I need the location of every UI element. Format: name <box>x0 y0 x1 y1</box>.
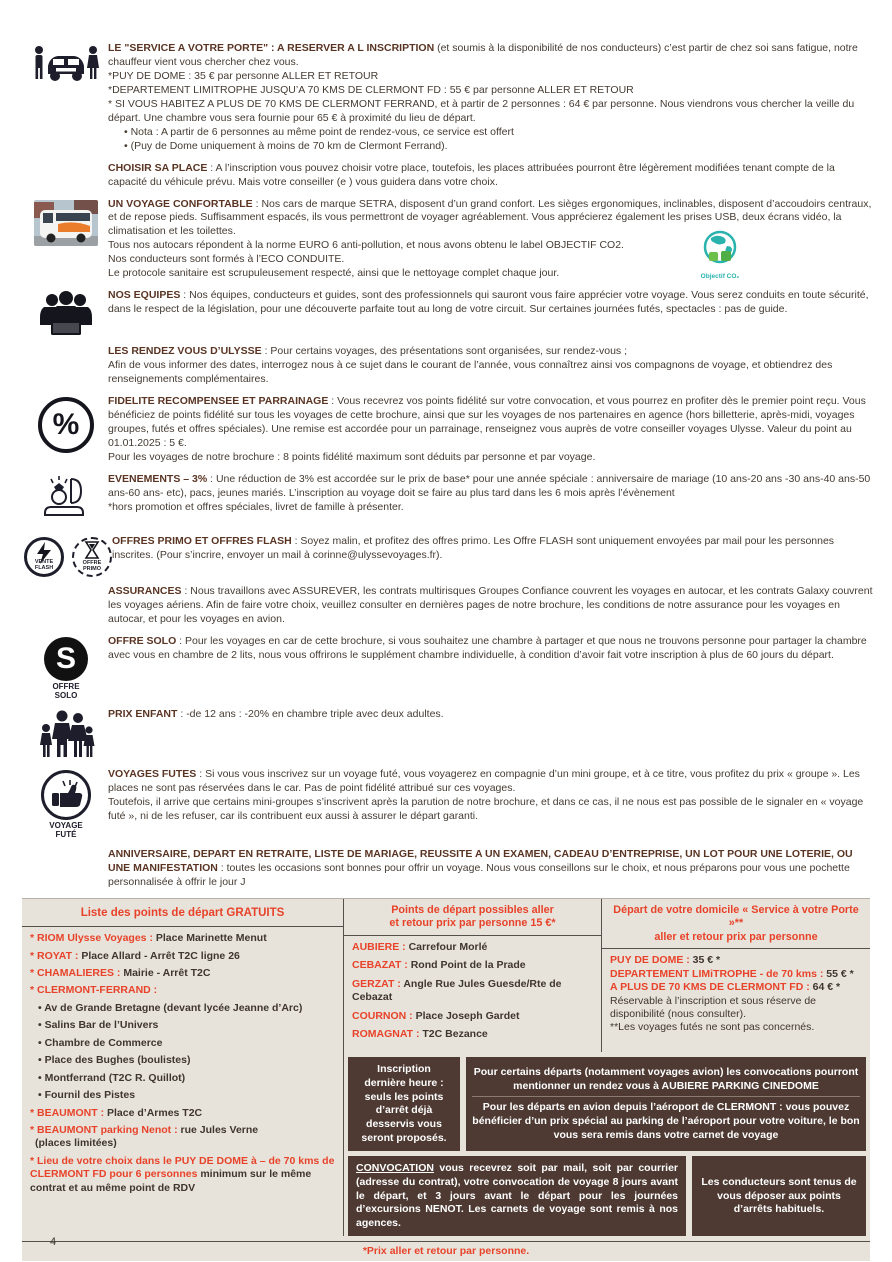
departure-point: COURNON : Place Joseph Gardet <box>352 1009 520 1022</box>
vente-flash-icon <box>24 537 64 577</box>
departure-point: * CLERMONT-FERRAND : <box>30 984 158 997</box>
departure-point: * Lieu de votre choix dans le PUY DE DOME à – de 70 kms de CLERMONT FD pour 6 personnes minimum sur le même contrat et au même point de RDV <box>30 1154 335 1194</box>
col2-header: Points de départ possibles aller et retour prix par personne 15 €* <box>344 899 601 936</box>
section-offres-primo-flash <box>24 535 878 577</box>
section-fidelite-parrainage <box>24 395 878 465</box>
drivers-box: Les conducteurs sont tenus de vous déposer aux points d’arrêts habituels. <box>692 1156 866 1236</box>
nota-bullet: • (Puy de Dome uniquement à moins de 70 km de Clermont Ferrand). <box>124 139 448 152</box>
convocation-box: CONVOCATION vous recevrez soit par mail, soit par courrier (adresse du contrat), votre convocation de voyage 8 jours avant le départ, et 3 jours avant le départ pour les journées d’excursions NENOT. Les carnets de voyage sont remis à nos agences. <box>348 1156 686 1236</box>
availability-note: Réservable à l’inscription et sous réserve de disponibilité (nous consulter). <box>610 994 817 1020</box>
text-line: Le protocole sanitaire est scrupuleusement respecté, ainsi que le nettoyage complet chaque jour. <box>108 267 560 280</box>
section-title: LES RENDEZ VOUS D’ULYSSE <box>108 345 262 358</box>
departure-sub-point: • Av de Grande Bretagne (devant lycée Jeanne d’Arc) <box>38 1001 303 1014</box>
section-assurances <box>24 585 878 627</box>
paragraph: EVENEMENTS – 3% : Une réduction de 3% est accordée sur le prix de base* pour une année spéciale : anniversaire de mariage (10 ans-20 ans -30 ans-40 ans-50 ans-60 ans- etc), pacs, jeunes mariés. L’inscription au voyage doit se faire au plus tard dans les 6 mois après l’évènement <box>108 472 871 499</box>
departure-point: * BEAUMONT : Place d’Armes T2C <box>30 1106 203 1119</box>
paragraph: ASSURANCES : Nous travaillons avec ASSUREVER, les contrats multirisques Groupes Confiance couvrent les voyages en autocar, et les contrats Galaxy couvrent les voyages aériens. Afin de faire votre choix, veuillez consulter en dernières pages de notre brochure, les conditions de notre assurance pour les voyages en autocar, et pour les voyages en avion. <box>108 584 873 625</box>
text-line: Pour les voyages de notre brochure : 8 points fidélité maximum sont déduits par personne et par voyage. <box>108 450 596 463</box>
airport-info-line: Pour certains départs (notamment voyages avion) les convocations pourront mentionner un rendez vous à AUBIERE PARKING CINEDOME <box>472 1066 860 1097</box>
section-voyage-confortable <box>24 198 878 282</box>
section-nos-equipes <box>24 289 878 337</box>
section-evenements <box>24 473 878 527</box>
departure-point: GERZAT : Angle Rue Jules Guesde/Rte de Cebazat <box>352 977 562 1004</box>
percent-icon: % <box>38 397 94 453</box>
section-title: NOS EQUIPES <box>108 289 181 302</box>
section-title: FIDELITE RECOMPENSEE ET PARRAINAGE <box>108 395 329 408</box>
price-line: PUY DE DOME : 35 € * <box>610 954 721 967</box>
info-box-row-2 <box>344 1151 870 1236</box>
last-minute-box: Inscription dernière heure : seuls les points d’arrêt déjà desservis vous seront proposés. <box>348 1057 460 1151</box>
voyage-fute-icon <box>41 770 91 820</box>
section-anniversaire-occasions <box>24 848 878 890</box>
departure-sub-point: • Place des Bughes (boulistes) <box>38 1054 191 1067</box>
objectif-co2-logo <box>694 230 746 281</box>
departure-point: * CHAMALIERES : Mairie - Arrêt T2C <box>30 967 211 980</box>
door-to-door-car-icon <box>32 44 100 86</box>
departure-point: (places limitées) <box>35 1137 117 1150</box>
text-line: *DEPARTEMENT LIMITROPHE JUSQU’A 70 KMS DE CLERMONT FD : 55 € par personne ALLER ET RETOUR <box>108 83 634 96</box>
offre-solo-icon: S <box>44 637 88 681</box>
page-number: 4 <box>50 1236 57 1248</box>
departure-sub-point: • Montferrand (T2C R. Quillot) <box>38 1071 186 1084</box>
home-service-column <box>602 899 870 1053</box>
airport-info-line: Pour les départs en avion depuis l’aéroport de CLERMONT : vous pouvez bénéficier d’un prix spécial au parking de l’aéroport pour votre voiture, le bon vous sera remis dans votre carnet de voyage <box>472 1101 860 1141</box>
co2-logo-text: Objectif CO₂ <box>700 273 740 281</box>
section-title: VOYAGES FUTES <box>108 768 197 781</box>
departure-sub-point: • Fournil des Pistes <box>38 1089 136 1102</box>
paragraph: VOYAGES FUTES : Si vous vous inscrivez sur un voyage futé, vous voyagerez en compagnie d’un mini groupe, et à ce titre, vous profitez du prix « groupe ». Les places ne sont pas réservées dans le car. Pas de point fidélité attribué sur ces voyages. <box>108 768 860 795</box>
offre-primo-icon <box>72 537 112 577</box>
departure-point: AUBIERE : Carrefour Morlé <box>352 940 488 953</box>
text-line: Toutefois, il arrive que certains mini-groupes s’inscrivent après la parution de notre brochure, et dans ce cas, il ne nous est pas possible de le signaler en « voyage futé », ni de les refuser, car ils contribuent eux aussi à assurer le départ garanti. <box>108 796 864 823</box>
family-icon <box>37 710 95 760</box>
departure-points-table <box>22 898 870 1262</box>
text-line: *PUY DE DOME : 35 € par personne ALLER ET RETOUR <box>108 69 379 82</box>
paragraph: CHOISIR SA PLACE : A l’inscription vous pouvez choisir votre place, toutefois, les places attribuées pourront être légèrement modifiées tenant compte de la capacité du véhicule prévu. Mais votre conseiller (e ) vous guidera dans votre choix. <box>108 161 835 188</box>
departure-point: ROMAGNAT : T2C Bezance <box>352 1027 488 1040</box>
text-line: * SI VOUS HABITEZ A PLUS DE 70 KMS DE CLERMONT FERRAND, et à partir de 2 personnes : 64 € par personne. Nous viendrons vous chercher la veille du départ. Une chambre vous sera fournie pour 65 € à proximité du lieu de départ. <box>108 97 855 124</box>
paragraph: PRIX ENFANT : -de 12 ans : -20% en chambre triple avec deux adultes. <box>108 708 444 721</box>
team-people-icon <box>37 291 95 337</box>
free-departure-points-column <box>22 899 344 1237</box>
section-title: EVENEMENTS – 3% <box>108 472 208 485</box>
section-voyages-futes <box>24 768 878 840</box>
paragraph: FIDELITE RECOMPENSEE ET PARRAINAGE : Vous recevrez vos points fidélité sur votre convocation, et vous pourrez en profiter dès le premier point reçu. Vous bénéficiez de points fidélité sur tous les voyages de cette brochure, ainsi que sur les voyages de nos partenaires en agence (hors billetterie, après-midi, voyages groupes, futés et offres spéciales). Une remise est accordée pour un parrainage, renseignez vous auprès de votre conseiller voyages Ulysse. Valeur du point au 01.01.2025 : 5 €. <box>108 395 866 449</box>
col3-header: Départ de votre domicile « Service à votre Porte »** aller et retour prix par personne <box>602 899 870 949</box>
paid-departure-points-column <box>344 899 602 1053</box>
paragraph: NOS EQUIPES : Nos équipes, conducteurs et guides, sont des professionnels qui sauront vous faire apprécier votre voyage. Vous serez conduits en toute sécurité, dans le respect de la législation, pour une découverte parfaite tout au long de votre circuit. Sur certaines journées futés, spectacles : pas de guide. <box>108 289 869 316</box>
section-offre-solo <box>24 635 878 701</box>
info-box-row-1 <box>344 1052 870 1151</box>
price-line: A PLUS DE 70 KMS DE CLERMONT FD : 64 € * <box>610 981 841 994</box>
section-title: PRIX ENFANT <box>108 708 178 721</box>
voyage-fute-label: VOYAGE FUTÉ <box>49 821 83 840</box>
section-title: OFFRE SOLO <box>108 634 177 647</box>
paragraph: ANNIVERSAIRE, DEPART EN RETRAITE, LISTE DE MARIAGE, REUSSITE A UN EXAMEN, CADEAU D’ENTREPRISE, UN LOT POUR UNE LOTERIE, OU UNE MANIFESTATION : toutes les occasions sont bonnes pour offrir un voyage. Nous vous conseillons sur le choix, et nous préparons pour vous une pochette personnalisée à offrir le jour J <box>108 847 853 888</box>
offre-solo-label: OFFRE SOLO <box>52 681 80 700</box>
section-service-a-votre-porte <box>24 42 878 154</box>
convocation-title: CONVOCATION <box>356 1162 434 1175</box>
price-footnote: *Prix aller et retour par personne. <box>22 1241 870 1261</box>
text-line: *hors promotion et offres spéciales, livret de famille à présenter. <box>108 500 404 513</box>
departure-point: CEBAZAT : Rond Point de la Prade <box>352 959 526 972</box>
airport-info-box <box>466 1057 866 1151</box>
section-rendez-vous-ulysse <box>24 345 878 387</box>
section-title: CHOISIR SA PLACE <box>108 161 208 174</box>
section-title: UN VOYAGE CONFORTABLE <box>108 197 253 210</box>
text-line: Nos conducteurs sont formés à l’ECO CONDUITE. <box>108 253 345 266</box>
paragraph: OFFRE SOLO : Pour les voyages en car de cette brochure, si vous souhaitez une chambre à partager et que nous ne trouvons personne pour partager la chambre avec vous en chambre de 2 lits, nous vous offrirons le supplément chambre individuelle, à condition d’avoir fait votre inscription à plus de 60 jours du départ. <box>108 634 867 661</box>
departure-sub-point: • Chambre de Commerce <box>38 1036 163 1049</box>
wedding-ring-box-icon <box>37 475 95 527</box>
section-choisir-sa-place <box>24 162 878 190</box>
col1-header: Liste des points de départ GRATUITS <box>22 899 343 927</box>
paragraph: OFFRES PRIMO ET OFFRES FLASH : Soyez malin, et profitez des offres primo. Les Offre FLASH sont uniquement envoyées par mail pour les personnes inscrites. (Pour s’incrire, envoyer un mail à corinne@ulyssevoyages.fr). <box>112 534 835 561</box>
section-title: ASSURANCES <box>108 584 182 597</box>
paragraph: LE "SERVICE A VOTRE PORTE" : A RESERVER A L INSCRIPTION (et soumis à la disponibilité de nos conducteurs) c’est partir de chez soi sans fatigue, notre chauffeur vient vous chercher chez vous. <box>108 42 858 68</box>
futes-note: **Les voyages futés ne sont pas concernés. <box>610 1020 815 1033</box>
bus-photo <box>34 200 98 246</box>
nota-bullet: • Nota : A partir de 6 personnes au même point de rendez-vous, ce service est offert <box>124 125 514 138</box>
section-title: ANNIVERSAIRE, DEPART EN RETRAITE, LISTE DE MARIAGE, REUSSITE A UN EXAMEN, CADEAU D’ENTREPRISE, UN LOT POUR UNE LOTERIE, OU UNE MANIFESTATION <box>108 847 853 874</box>
section-prix-enfant <box>24 708 878 760</box>
paragraph: UN VOYAGE CONFORTABLE : Nos cars de marque SETRA, disposent d’un grand confort. Les sièges ergonomiques, inclinables, disposent d’accoudoirs centraux, et de repose pieds. Suffisamment espacés, ils vous permettront de voyager agréablement. Vous apprécierez également les prises USB, deux écrans vidéo, la climatisation et les toilettes. <box>108 197 872 238</box>
departure-point: * BEAUMONT parking Nenot : rue Jules Verne <box>30 1123 259 1136</box>
text-line: Afin de vous informer des dates, interrogez nous à ce sujet dans le courant de l’année, vous connaîtrez ainsi vos compagnons de voyage, et obtiendrez des renseignements complémentaires. <box>108 359 833 386</box>
departure-sub-point: • Salins Bar de l’Univers <box>38 1019 159 1032</box>
paragraph: LES RENDEZ VOUS D’ULYSSE : Pour certains voyages, des présentations sont organisées, sur rendez-vous ; <box>108 345 628 358</box>
price-line: DEPARTEMENT LIMiTROPHE - de 70 kms : 55 € * <box>610 967 854 980</box>
section-title: OFFRES PRIMO ET OFFRES FLASH <box>112 534 292 547</box>
departure-point: * ROYAT : Place Allard - Arrêt T2C ligne 26 <box>30 949 240 962</box>
offre-primo-label: OFFRE PRIMO <box>82 560 102 573</box>
departure-point: * RIOM Ulysse Voyages : Place Marinette Menut <box>30 932 267 945</box>
section-title: LE "SERVICE A VOTRE PORTE" : A RESERVER A L INSCRIPTION <box>108 42 435 54</box>
vente-flash-label: VENTE FLASH <box>34 559 54 572</box>
text-line: Tous nos autocars répondent à la norme EURO 6 anti-pollution, et nous avons obtenu le label OBJECTIF CO2. <box>108 239 624 252</box>
